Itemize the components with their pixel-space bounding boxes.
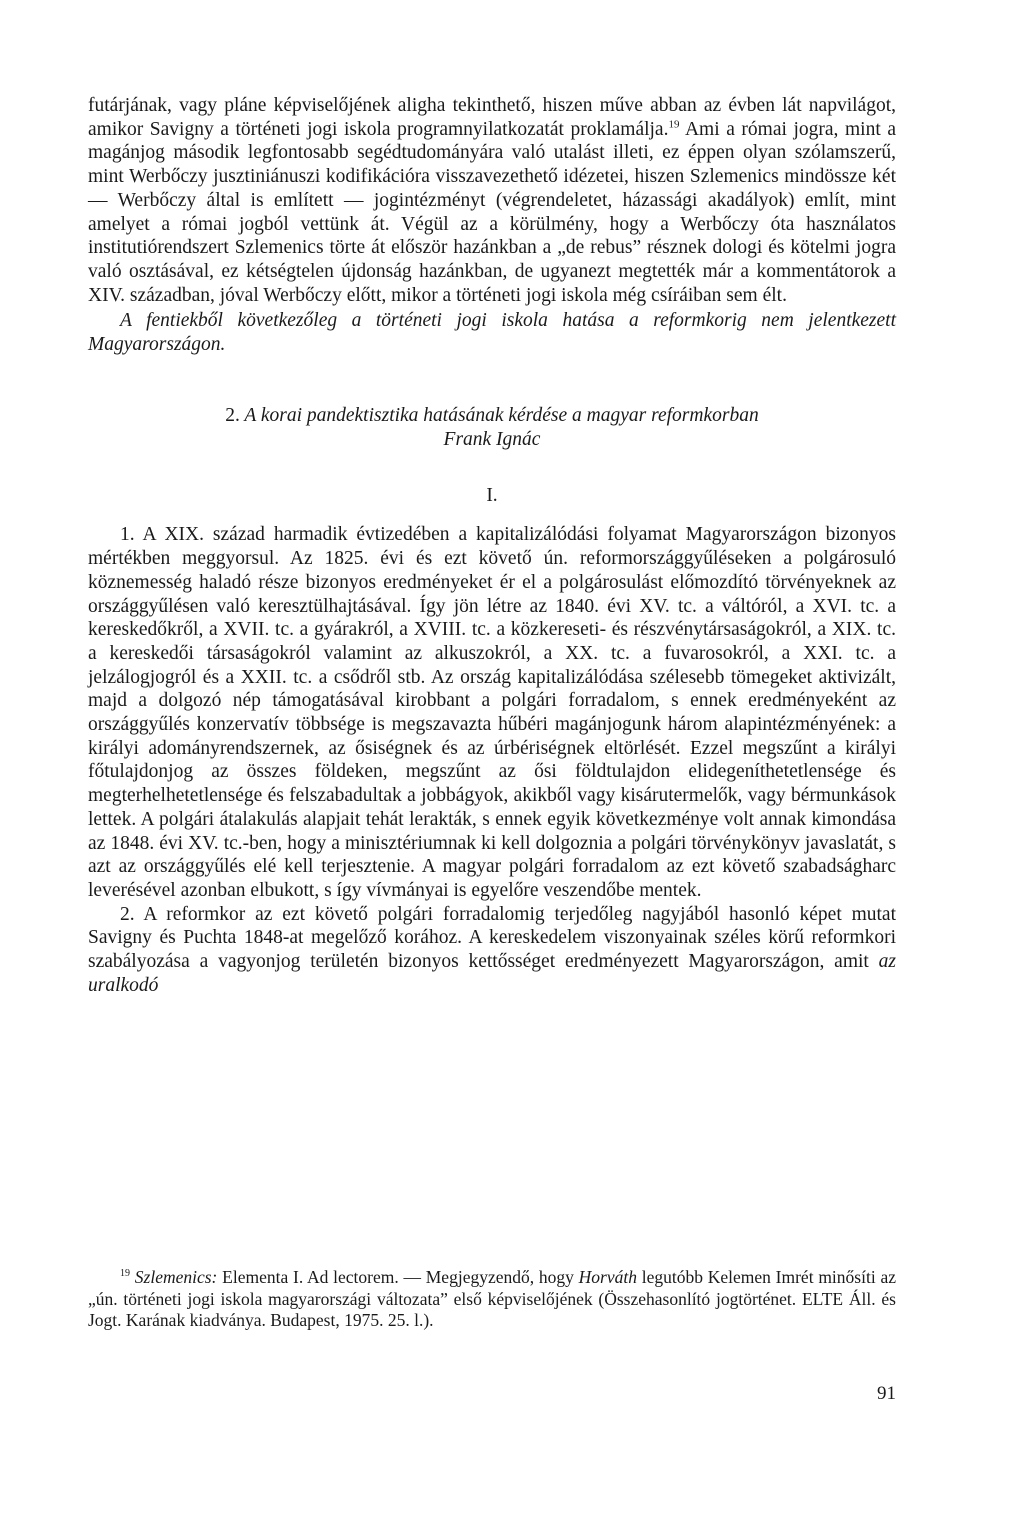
paragraph-continuation: futárjának, vagy pláne képviselőjének aligha tekinthető, hiszen műve abban az évben lát napvilágot, amikor Savigny a történeti jogi iskola programnyilatkozatát proklamálja.$^{19}$ Ami a római jogra, mint a magánjog második legfontosabb segédtudományára való utalást illeti, ez éppen olyan szólamszerű, mint Werbőczy jusztiniánuszi kodifikációra visszavezethető idézetei, hiszen Szlemenics mindössze két — Werbőczy által is említett — jogintézményt (végrendeletet, házassági akadályok) említ, mint amelyet a római jogból vettünk át. Végül az a körülmény, hogy a Werbőczy óta használatos institutiórendszert Szlemenics törte át először hazánkban a „de rebus” résznek dologi és kötelmi jogra való osztásával, ez kétségtelen újdonság hazánkban, de ugyanezt megtették már a kommentátorok a XIV. században, jóval Werbőczy előtt, mikor a történeti jogi iskola még csíráiban sem élt. xyxy=(88,95,896,306)
paragraph-2: 2. A reformkor az ezt követő polgári forradalomig terjedőleg nagyjából hasonló képet mutat Savigny és Puchta 1848-at megelőző korához. A kereskedelem viszonyainak széles körű reformkori szabályozása a vagyonjog területén bizonyos kettősséget eredményezett Magyarországon, amit az uralkodó xyxy=(88,903,896,996)
main-text xyxy=(88,94,896,998)
footnote-author: Szlemenics: xyxy=(134,1267,218,1287)
footnote-number: 19 xyxy=(120,1268,130,1280)
section-heading xyxy=(88,404,896,452)
footnote: $^{19}$ Szlemenics: Elementa I. Ad lectorem. — Megjegyzendő, hogy Horváth legutóbb Kelemen Imrét minősíti az „ún. történeti jogi iskola magyarországi változata” első képviselőjének (Összehasonlító jogtörténet. ELTE Áll. és Jogt. Karának kiadványa. Budapest, 1975. 25. l.). xyxy=(88,1267,896,1330)
page-number: 91 xyxy=(877,1383,896,1404)
conclusion-paragraph: A fentiekből következőleg a történeti jogi iskola hatása a reformkorig nem jelentkezett Magyarországon. xyxy=(88,310,896,356)
footnote-reference: 19 xyxy=(668,118,680,131)
section-title: 2. A korai pandektisztika hatásának kérdése a magyar reformkorban xyxy=(225,404,759,426)
paragraph-1: 1. A XIX. század harmadik évtizedében a kapitalizálódási folyamat Magyarországon bizonyos mértékben meggyorsul. Az 1825. évi és ezt követő ún. reformországgyűléseken a polgárosuló köznemesség haladó része bizonyos eredményeket ér el a polgárosulást előmozdító törvényeknek az országgyűlésen való keresztülhajtásával. Így jön létre az 1840. évi XV. tc. a váltóról, a XVI. tc. a kereskedőkről, a XVII. tc. a gyárakról, a XVIII. tc. a közkereseti- és részvénytársaságokról, a XIX. tc. a kereskedői társaságokról valamint az alkuszokról, a XX. tc. a fuvarosokról, a XXI. tc. a jelzálogjogról és a XXII. tc. a csődről stb. Az ország kapitalizálódása szélesebb tömegeket aktivizált, majd a dolgozó nép támogatásával kirobbant a polgári forradalom, s ennek eredményeként az országgyűlés konzervatív többsége is megszavazta hűbéri magánjogunk három alapintézményének: a királyi adományrendszernek, az ősiségnek és az úrbériségnek eltörlését. Ezzel megszűnt a királyi főtulajdonjog az összes földeken, megszűnt az ősi földtulajdon elidegeníthetetlensége és megterhelhetetlensége és felszabadultak a jobbágyok, akikből vagy kisárutermelők, vagy bérmunkások lettek. A polgári átalakulás alapjait tehát lerakták, s ennek egyik következménye volt annak kimondása az 1848. évi XV. tc.-ben, hogy a minisztériumnak ki kell dolgoznia a polgári törvénykönyv javaslatát, s azt az országgyűlés elé kell terjesztenie. A magyar polgári forradalom az ezt követő szabadságharc leverésével azonban elbukott, s így vívmányai is egyelőre veszendőbe mentek. xyxy=(88,524,896,901)
section-roman-numeral: I. xyxy=(486,484,498,506)
section-author: Frank Ignác xyxy=(443,428,541,450)
